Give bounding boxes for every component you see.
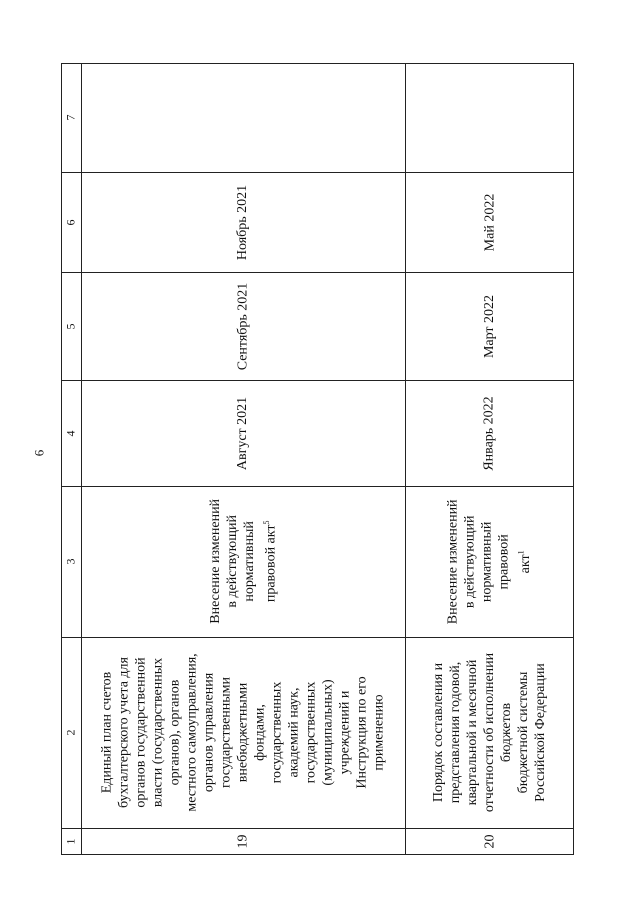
notes-col7 xyxy=(81,63,405,172)
notes-col7 xyxy=(405,63,574,172)
column-number-4: 4 xyxy=(63,430,78,436)
column-number-5: 5 xyxy=(63,323,78,329)
column-number-1: 1 xyxy=(63,838,78,845)
date-col6: Май 2022 xyxy=(482,193,497,251)
column-number-6: 6 xyxy=(63,219,78,225)
column-number-2: 2 xyxy=(63,729,78,736)
document-name: Порядок составления и представления годовой, квартальной и месячной отчетности об исполнении бюджетов бюджетной системы Российской Федерации xyxy=(431,652,548,813)
action-type: Внесение изменений в действующий нормативный правовой акт$^1$ xyxy=(445,499,534,624)
column-number-7: 7 xyxy=(63,114,78,121)
date-col6: Ноябрь 2021 xyxy=(235,184,251,260)
page-number: 6 xyxy=(31,449,47,457)
action-type: Внесение изменений в действующий нормативный правовой акт$^5$ xyxy=(207,499,279,624)
document-name: Единый план счетов бухгалтерского учета для органов государственной власти (государственных органов), органов местного самоуправления, органов управления государственными внебюджетными фондами, государственных академий наук, государственных (муниципальных) учреждений и Инструкция по его применению xyxy=(99,653,387,812)
date-col5: Март 2022 xyxy=(481,294,497,358)
date-col4: Август 2021 xyxy=(235,396,251,470)
row-number: 19 xyxy=(235,834,251,849)
column-number-3: 3 xyxy=(63,558,78,565)
date-col4: Январь 2022 xyxy=(481,395,497,471)
date-col5: Сентябрь 2021 xyxy=(235,282,251,370)
row-number: 20 xyxy=(482,834,497,849)
